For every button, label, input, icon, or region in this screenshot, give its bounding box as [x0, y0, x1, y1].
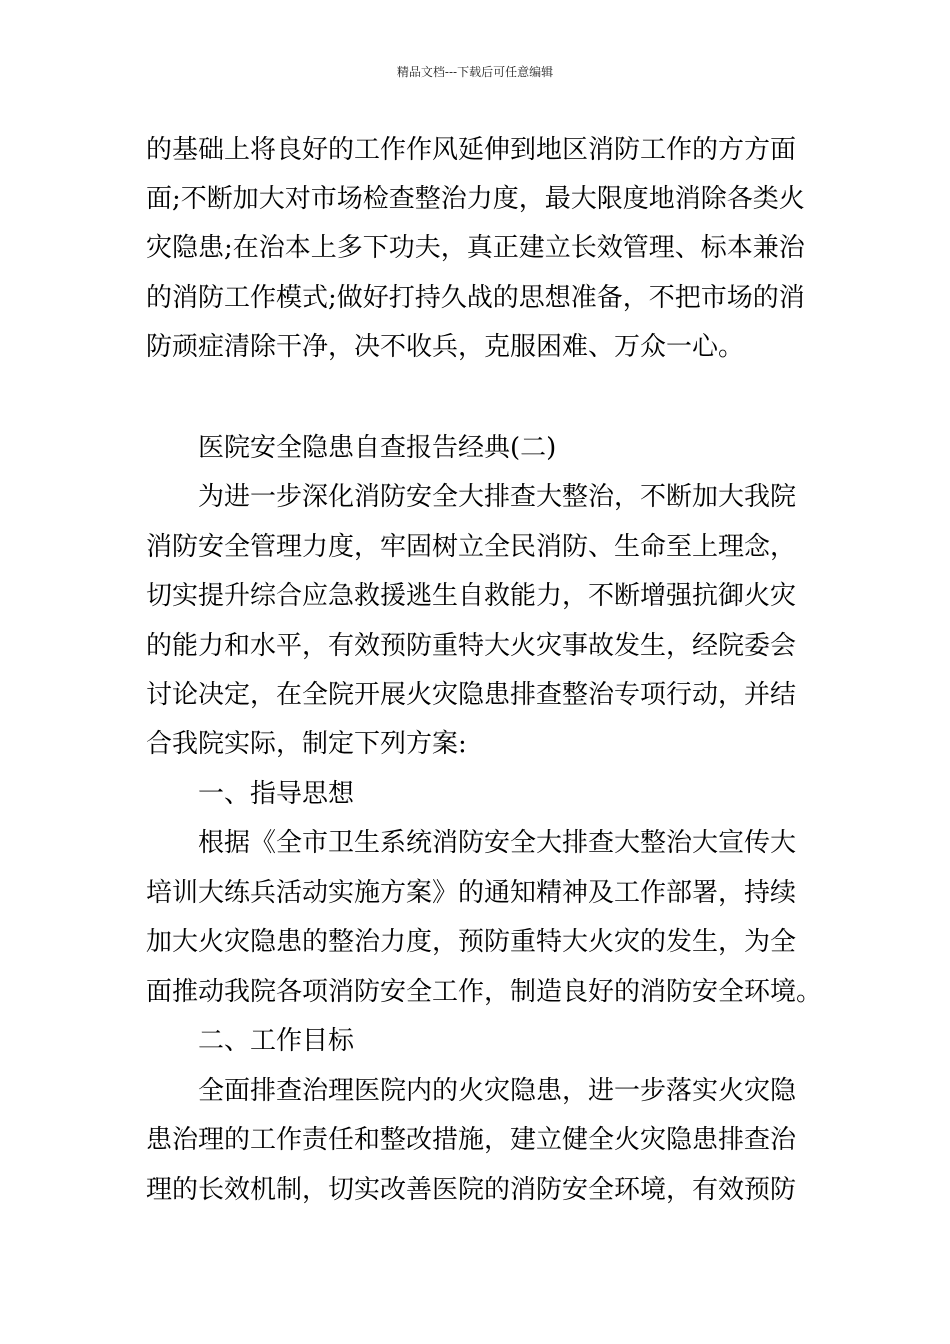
- text-line: 的能力和水平，有效预防重特大火灾事故发生，经院委会: [146, 631, 797, 661]
- text-line: 为进一步深化消防安全大排查大整治，不断加大我院: [198, 482, 797, 512]
- page-header: 精品文档---下载后可任意编辑: [396, 65, 554, 79]
- text-line: 全面排查治理医院内的火灾隐患，进一步落实火灾隐: [198, 1076, 797, 1106]
- article-title: 医院安全隐患自查报告经典(二): [198, 433, 557, 463]
- text-line: 培训大练兵活动实施方案》的通知精神及工作部署，持续: [146, 878, 797, 908]
- text-line: 理的长效机制，切实改善医院的消防安全环境，有效预防: [146, 1175, 797, 1205]
- text-line: 面推动我院各项消防安全工作，制造良好的消防安全环境。: [146, 977, 823, 1007]
- text-line: 消防安全管理力度，牢固树立全民消防、生命至上理念，: [146, 532, 797, 562]
- text-line: 根据《全市卫生系统消防安全大排查大整治大宣传大: [198, 828, 797, 858]
- text-line: 的基础上将良好的工作作风延伸到地区消防工作的方方面: [146, 135, 797, 165]
- text-line: 的消防工作模式;做好打持久战的思想准备，不把市场的消: [146, 283, 805, 313]
- text-line: 加大火灾隐患的整治力度，预防重特大火灾的发生，为全: [146, 927, 797, 957]
- section-heading-work-goals: 二、工作目标: [198, 1026, 355, 1056]
- text-line: 面;不断加大对市场检查整治力度，最大限度地消除各类火: [146, 184, 805, 214]
- text-line: 讨论决定，在全院开展火灾隐患排查整治专项行动，并结: [146, 680, 797, 710]
- text-line: 防顽症清除干净，决不收兵，克服困难、万众一心。: [146, 332, 745, 362]
- section-heading-guiding-ideology: 一、指导思想: [198, 779, 355, 809]
- text-line: 切实提升综合应急救援逃生自救能力，不断增强抗御火灾: [146, 581, 797, 611]
- text-line: 合我院实际，制定下列方案:: [146, 729, 467, 759]
- text-line: 患治理的工作责任和整改措施，建立健全火灾隐患排查治: [146, 1125, 797, 1155]
- text-line: 灾隐患;在治本上多下功夫，真正建立长效管理、标本兼治: [146, 233, 805, 263]
